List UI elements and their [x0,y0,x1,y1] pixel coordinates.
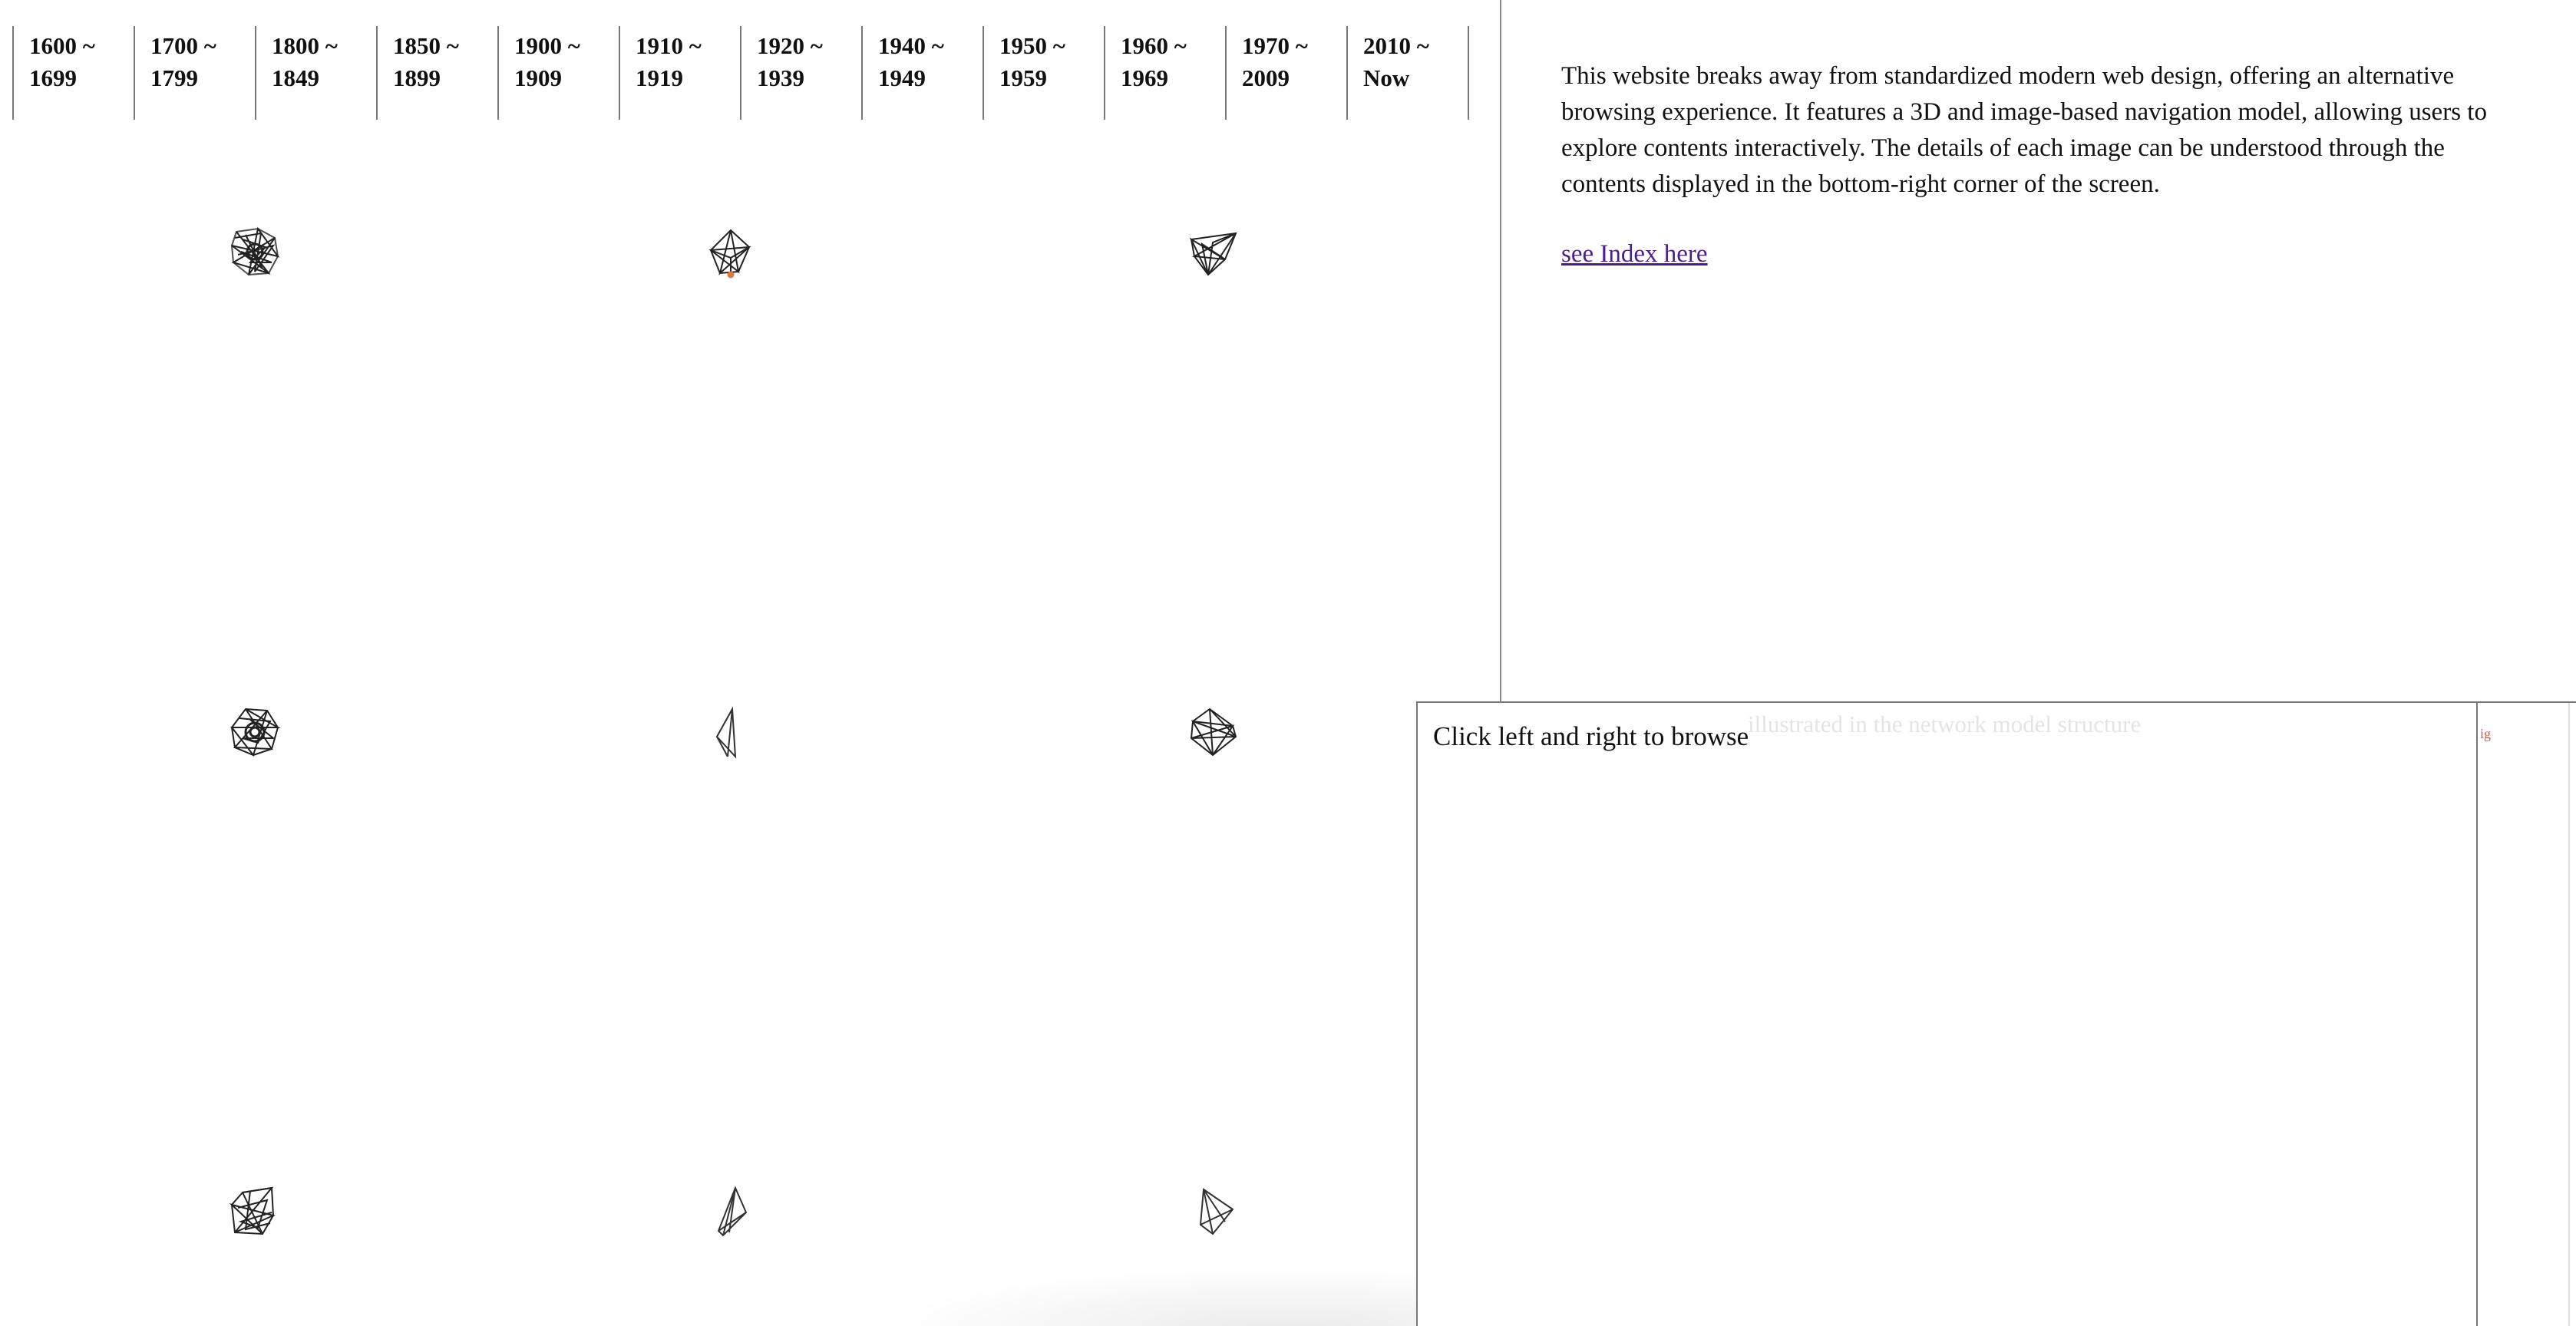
scrollbar-track[interactable] [2568,703,2570,1326]
era-tab-1910[interactable]: 1910 ~ 1919 [619,26,740,120]
faded-caption-text: illustrated in the network model structure [1748,711,2142,737]
era-tab-1600[interactable]: 1600 ~ 1699 [12,26,134,120]
era-tab-1800[interactable]: 1800 ~ 1849 [255,26,376,120]
era-tab-1960[interactable]: 1960 ~ 1969 [1104,26,1225,120]
era-tab-1950[interactable]: 1950 ~ 1959 [983,26,1104,120]
browse-instruction: Click left and right to browse [1433,721,1749,751]
wireframe-cluster-icon[interactable] [227,1185,278,1239]
browse-panel-divider [2476,703,2478,1326]
era-tab-1940[interactable]: 1940 ~ 1949 [861,26,983,120]
wireframe-sliver-icon[interactable] [1194,1185,1237,1239]
wireframe-fan-icon[interactable] [1187,706,1240,758]
wireframe-cluster-icon[interactable] [227,704,282,760]
center-divider [1500,0,1501,701]
see-index-link[interactable]: see Index here [1561,240,1708,268]
wireframe-fan-icon[interactable] [1187,226,1240,279]
era-tab-2010[interactable]: 2010 ~ Now [1346,26,1468,120]
era-tab-1700[interactable]: 1700 ~ 1799 [134,26,255,120]
era-tab-1900[interactable]: 1900 ~ 1909 [497,26,619,120]
wireframe-triangle-icon[interactable] [712,706,743,760]
intro-description: This website breaks away from standardized modern web design, offering an alternative browsing experience. It features a 3D and image-based navigation model, allowing users to explore contents interactively. The details of each image can be understood through the contents displayed in the bottom-right corner of the screen. [1561,62,2487,198]
browse-panel[interactable] [1416,701,2576,1326]
era-tab-1970[interactable]: 1970 ~ 2009 [1225,26,1346,120]
era-tab-1920[interactable]: 1920 ~ 1939 [740,26,861,120]
intro-section [1561,58,2528,272]
wireframe-sliver-icon[interactable] [714,1185,751,1239]
wireframe-pyramid-icon[interactable] [708,227,754,279]
era-timeline-nav [12,26,1469,120]
faded-caption-mark: ig [2480,726,2492,741]
wireframe-cluster-icon[interactable] [227,224,282,279]
era-tab-1850[interactable]: 1850 ~ 1899 [376,26,497,120]
